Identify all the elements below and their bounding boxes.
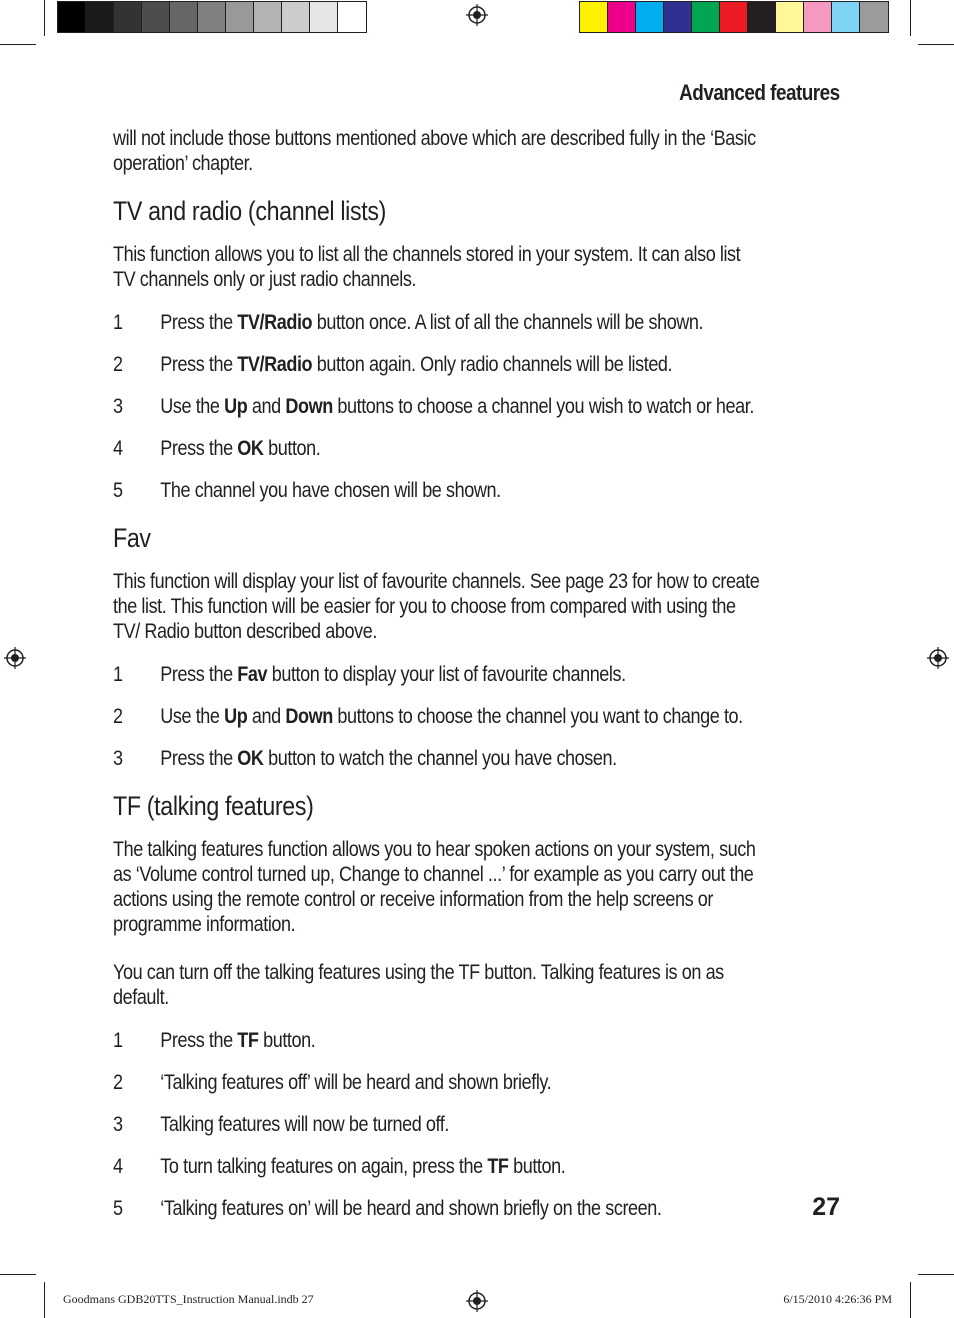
section-paragraph: This function allows you to list all the channels stored in your system. It can also list TV channels only or just radio channels. (113, 243, 741, 291)
section-heading: Fav (113, 523, 151, 553)
step-list (113, 310, 767, 503)
section-heading: TV and radio (channel lists) (113, 196, 387, 226)
grayscale-swatch (254, 2, 282, 32)
slug-timestamp: 6/15/2010 4:26:36 PM (783, 1292, 892, 1306)
step-number: 1 (113, 1029, 123, 1052)
step-text: Use the Up and Down buttons to choose the channel you want to change to. (160, 705, 743, 728)
grayscale-swatch (114, 2, 142, 32)
color-swatch (804, 2, 832, 32)
step-number: 1 (113, 311, 123, 334)
color-swatch (776, 2, 804, 32)
grayscale-bar (57, 1, 367, 33)
crop-mark (918, 1274, 954, 1275)
step-item (113, 1154, 767, 1179)
crop-mark (0, 1274, 36, 1275)
step-text: ‘Talking features off’ will be heard and shown briefly. (160, 1071, 552, 1094)
button-name: TV/Radio (237, 311, 313, 334)
page-number: 27 (812, 1193, 840, 1221)
button-name: TV/Radio (237, 353, 313, 376)
color-swatch (860, 2, 888, 32)
step-item (113, 310, 767, 335)
step-item (113, 746, 767, 771)
step-text: To turn talking features on again, press the TF button. (160, 1155, 566, 1178)
step-number: 4 (113, 437, 123, 460)
step-list (113, 1028, 767, 1221)
step-number: 3 (113, 1113, 123, 1136)
button-name: OK (237, 437, 264, 460)
step-item (113, 1196, 767, 1221)
step-item (113, 1112, 767, 1137)
section-channel-lists (113, 196, 767, 503)
slug-filename: Goodmans GDB20TTS_Instruction Manual.indb 27 (63, 1292, 314, 1306)
step-number: 5 (113, 479, 123, 502)
step-text: Talking features will now be turned off. (160, 1113, 449, 1136)
section-paragraph: This function will display your list of favourite channels. See page 23 for how to create the list. This function will be easier for you to choose from compared with using the TV/ Radio button described above. (113, 570, 760, 643)
step-text: Press the OK button to watch the channel you have chosen. (160, 747, 617, 770)
section-paragraph: You can turn off the talking features using the TF button. Talking features is on as default. (113, 961, 724, 1009)
section-heading: TF (talking features) (113, 791, 314, 821)
crop-mark (910, 0, 911, 36)
color-swatch (636, 2, 664, 32)
grayscale-swatch (86, 2, 114, 32)
color-swatch (720, 2, 748, 32)
step-number: 4 (113, 1155, 123, 1178)
section-paragraph: The talking features function allows you to hear spoken actions on your system, such as ‘Volume control turned up, Change to channel ...’ for example as you carry out the actions using the remote control or receive information from the help screens or programme information. (113, 838, 756, 936)
button-name: TF (487, 1155, 509, 1178)
color-swatch (608, 2, 636, 32)
grayscale-swatch (58, 2, 86, 32)
step-text: ‘Talking features on’ will be heard and shown briefly on the screen. (160, 1197, 662, 1220)
grayscale-swatch (198, 2, 226, 32)
step-number: 3 (113, 747, 123, 770)
button-name: Down (285, 705, 333, 728)
step-text: Press the OK button. (160, 437, 321, 460)
step-item (113, 1070, 767, 1095)
step-list (113, 662, 767, 771)
step-text: Use the Up and Down buttons to choose a channel you wish to watch or hear. (160, 395, 754, 418)
step-text: Press the TV/Radio button again. Only radio channels will be listed. (160, 353, 673, 376)
color-bar (579, 1, 889, 33)
step-item (113, 394, 767, 419)
crop-mark (44, 1282, 45, 1318)
step-number: 2 (113, 1071, 123, 1094)
registration-mark-icon (927, 647, 949, 669)
step-number: 2 (113, 705, 123, 728)
grayscale-swatch (226, 2, 254, 32)
step-text: Press the TV/Radio button once. A list of all the channels will be shown. (160, 311, 704, 334)
crop-mark (44, 0, 45, 36)
registration-mark-icon (466, 4, 488, 26)
grayscale-swatch (282, 2, 310, 32)
running-header: Advanced features (679, 80, 840, 105)
section-fav (113, 523, 767, 771)
step-text: Press the TF button. (160, 1029, 316, 1052)
step-item (113, 1028, 767, 1053)
button-name: OK (237, 747, 264, 770)
step-text: Press the Fav button to display your list of favourite channels. (160, 663, 626, 686)
grayscale-swatch (310, 2, 338, 32)
step-item (113, 352, 767, 377)
color-swatch (832, 2, 860, 32)
step-item (113, 436, 767, 461)
crop-mark (0, 44, 36, 45)
step-text: The channel you have chosen will be shown. (160, 479, 501, 502)
section-talking-features (113, 791, 767, 1221)
color-swatch (664, 2, 692, 32)
crop-mark (910, 1282, 911, 1318)
registration-mark-icon (4, 647, 26, 669)
intro-continuation: will not include those buttons mentioned above which are described fully in the ‘Basic operation’ chapter. (113, 127, 756, 175)
step-number: 3 (113, 395, 123, 418)
color-swatch (748, 2, 776, 32)
step-number: 1 (113, 663, 123, 686)
page-content (113, 126, 767, 1221)
color-swatch (580, 2, 608, 32)
grayscale-swatch (142, 2, 170, 32)
button-name: Up (224, 705, 248, 728)
step-number: 2 (113, 353, 123, 376)
button-name: TF (237, 1029, 259, 1052)
grayscale-swatch (170, 2, 198, 32)
color-swatch (692, 2, 720, 32)
button-name: Down (285, 395, 333, 418)
step-item (113, 704, 767, 729)
grayscale-swatch (338, 2, 366, 32)
registration-mark-icon (466, 1290, 488, 1312)
crop-mark (918, 44, 954, 45)
button-name: Up (224, 395, 248, 418)
button-name: Fav (237, 663, 268, 686)
step-item (113, 478, 767, 503)
step-item (113, 662, 767, 687)
step-number: 5 (113, 1197, 123, 1220)
